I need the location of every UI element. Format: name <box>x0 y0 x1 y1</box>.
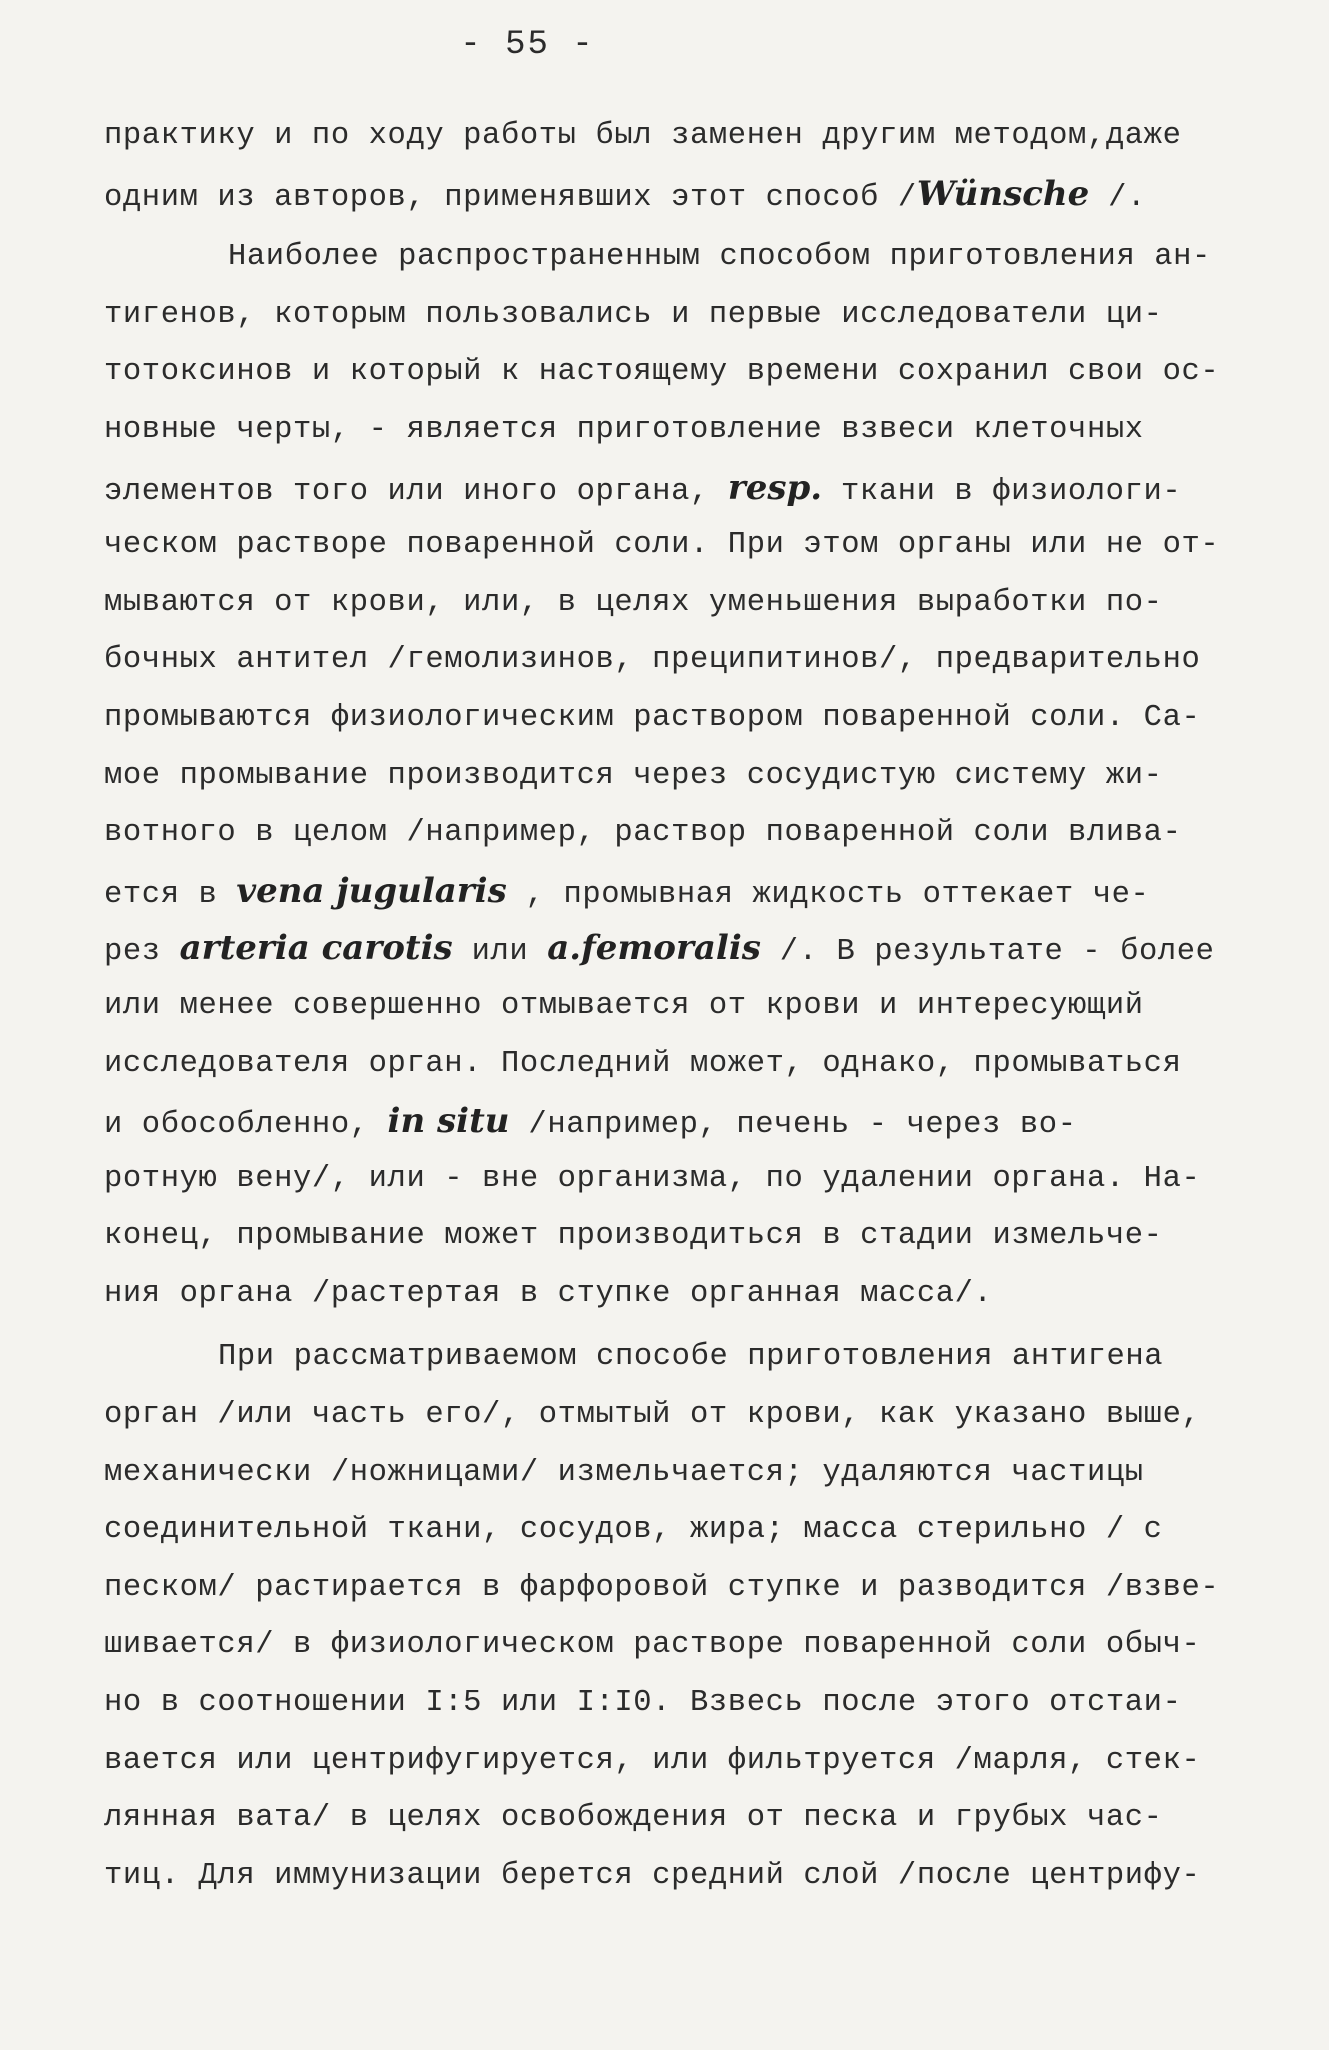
text-line: лянная вата/ в целях освобождения от песка и грубых час- <box>104 1801 1163 1836</box>
text-line: тиц. Для иммунизации берется средний слой /после центрифу- <box>104 1858 1201 1893</box>
text-line: промываются физиологическим раствором поваренной соли. Са- <box>104 700 1201 735</box>
text-line: соединительной ткани, сосудов, жира; масса стерильно / с <box>104 1513 1163 1548</box>
text-line: вотного в целом /например, раствор поваренной соли влива- <box>104 816 1182 851</box>
text-line: новные черты, - является приготовление взвеси клеточных <box>104 412 1144 447</box>
text-line: При рассматриваемом способе приготовления антигена <box>218 1340 1164 1375</box>
text-line: ротную вену/, или - вне организма, по удалении органа. На- <box>104 1161 1201 1196</box>
text-line: мое промывание производится через сосудистую систему жи- <box>104 758 1163 793</box>
text-line: или менее совершенно отмывается от крови и интересующий <box>104 988 1144 1023</box>
text-line: ческом растворе поваренной соли. При этом органы или не от- <box>104 528 1220 563</box>
text-line: бочных антител /гемолизинов, преципитинов/, предварительно <box>104 643 1201 678</box>
page-number: - 55 - <box>460 26 595 64</box>
text-line: Наиболее распространенным способом приготовления ан- <box>228 240 1211 275</box>
handwritten-term: a.femoralis <box>547 928 761 969</box>
text-line: тигенов, которым пользовались и первые исследователи ци- <box>104 297 1163 332</box>
text-line: мываются от крови, или, в целях уменьшения выработки по- <box>104 585 1163 620</box>
text-line: механически /ножницами/ измельчается; удаляются частицы <box>104 1455 1144 1490</box>
text-line: практику и по ходу работы был заменен другим методом,даже <box>104 119 1182 153</box>
text-line: ется в vena jugularis , промывная жидкость оттекает че- <box>104 870 1150 912</box>
handwritten-term: resp. <box>727 467 823 508</box>
text-line: исследователя орган. Последний может, однако, промываться <box>104 1046 1182 1081</box>
text-line: одним из авторов, применявших этот способ /Wünsche /. <box>104 173 1146 215</box>
text-line: вается или центрифугируется, или фильтруется /марля, стек- <box>104 1743 1201 1778</box>
handwritten-term: Wünsche <box>916 173 1090 214</box>
text-line: конец, промывание может производиться в стадии измельче- <box>104 1219 1163 1254</box>
handwritten-term: vena jugularis <box>236 870 507 911</box>
text-line: и обособленно, in situ /например, печень - через во- <box>104 1101 1077 1143</box>
handwritten-term: in situ <box>387 1101 510 1142</box>
body-text <box>104 108 1264 1905</box>
text-line: рез arteria carotis или a.femoralis /. В результате - более <box>104 928 1215 970</box>
text-line: орган /или часть его/, отмытый от крови, как указано выше, <box>104 1398 1201 1433</box>
text-line: но в соотношении I:5 или I:I0. Взвесь после этого отстаи- <box>104 1686 1182 1721</box>
text-line: шивается/ в физиологическом растворе поваренной соли обыч- <box>104 1628 1201 1663</box>
handwritten-term: arteria carotis <box>179 928 453 969</box>
text-line: ния органа /растертая в ступке органная масса/. <box>104 1276 993 1311</box>
text-line: песком/ растирается в фарфоровой ступке и разводится /взве- <box>104 1570 1220 1605</box>
text-line: тотоксинов и который к настоящему времени сохранил свои ос- <box>104 355 1220 390</box>
text-line: элементов того или иного органа, resp. ткани в физиологи- <box>104 467 1182 509</box>
